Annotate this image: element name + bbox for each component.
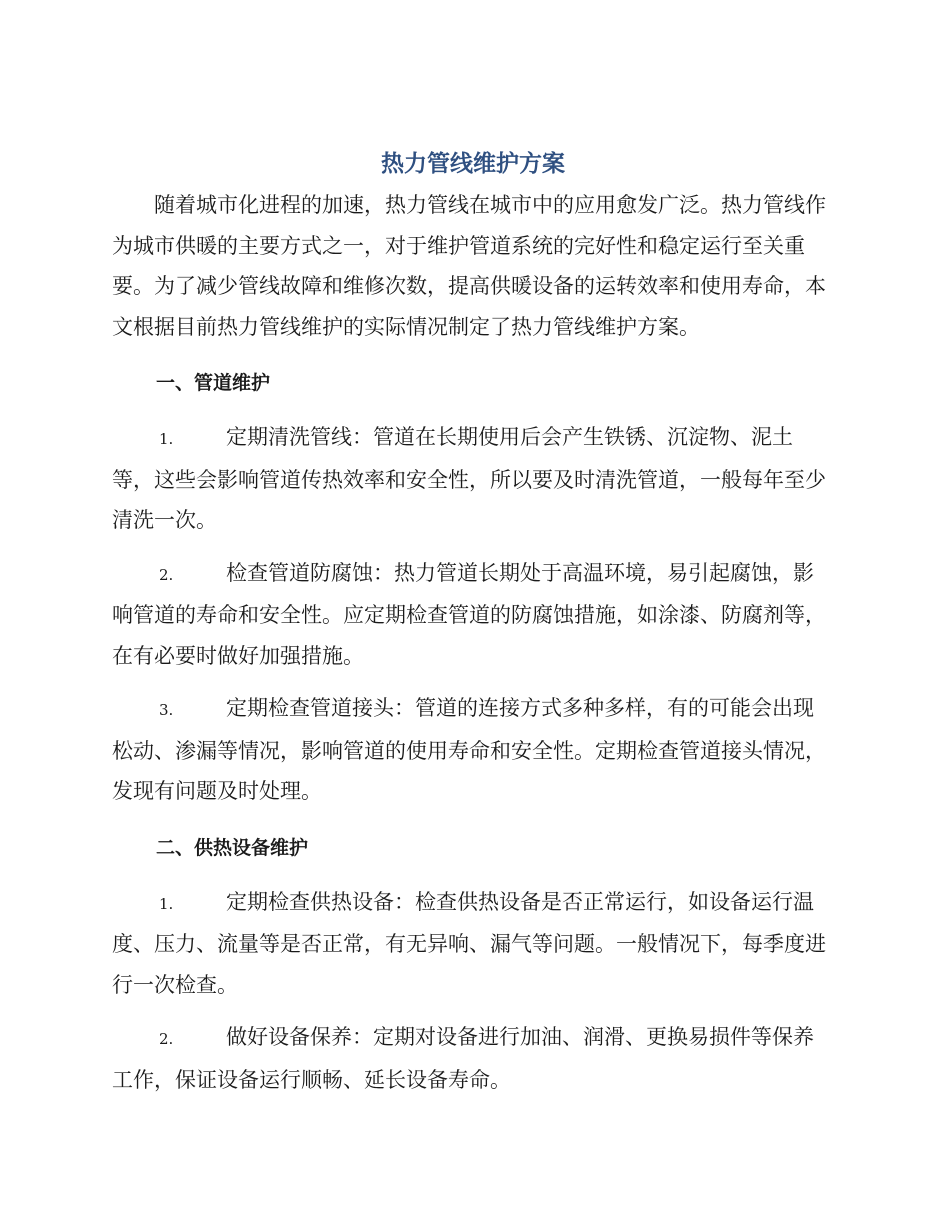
list-item	[112, 417, 834, 541]
item-number: 2.	[159, 1030, 174, 1048]
item-text: 检查管道防腐蚀：热力管道长期处于高温环境，易引起腐蚀，影响管道的寿命和安全性。应定期检查管道的防腐蚀措施，如涂漆、防腐剂等，在有必要时做好加强措施。	[112, 560, 826, 668]
item-text: 定期清洗管线：管道在长期使用后会产生铁锈、沉淀物、泥土等，这些会影响管道传热效率和安全性，所以要及时清洗管道，一般每年至少清洗一次。	[112, 425, 826, 532]
list-item	[112, 1017, 834, 1100]
item-number: 3.	[159, 701, 174, 719]
item-text: 定期检查管道接头：管道的连接方式多种多样，有的可能会出现松动、渗漏等情况，影响管道的使用寿命和安全性。定期检查管道接头情况，发现有问题及时处理。	[112, 696, 826, 803]
section-heading: 一、管道维护	[156, 372, 271, 394]
document-page	[112, 145, 834, 1112]
item-number: 2.	[159, 565, 174, 584]
item-number: 1.	[159, 894, 174, 913]
section-pipeline-maintenance	[112, 363, 834, 812]
intro-paragraph: 随着城市化进程的加速，热力管线在城市中的应用愈发广泛。热力管线作为城市供暖的主要方式之一，对于维护管道系统的完好性和稳定运行至关重要。为了减少管线故障和维修次数，提高供暖设备的运转效率和使用寿命，本文根据目前热力管线维护的实际情况制定了热力管线维护方案。	[112, 193, 826, 339]
item-number: 1.	[159, 430, 174, 448]
item-text: 定期检查供热设备：检查供热设备是否正常运行，如设备运行温度、压力、流量等是否正常，有无异响、漏气等问题。一般情况下，每季度进行一次检查。	[112, 889, 826, 997]
list-item	[112, 882, 834, 1006]
item-text: 做好设备保养：定期对设备进行加油、润滑、更换易损件等保养工作，保证设备运行顺畅、延长设备寿命。	[112, 1025, 814, 1092]
section-heading: 二、供热设备维护	[156, 836, 309, 859]
section-heating-equipment-maintenance	[112, 828, 834, 1101]
document-title: 热力管线维护方案	[381, 151, 565, 177]
list-item	[112, 553, 834, 677]
list-item	[112, 688, 834, 812]
